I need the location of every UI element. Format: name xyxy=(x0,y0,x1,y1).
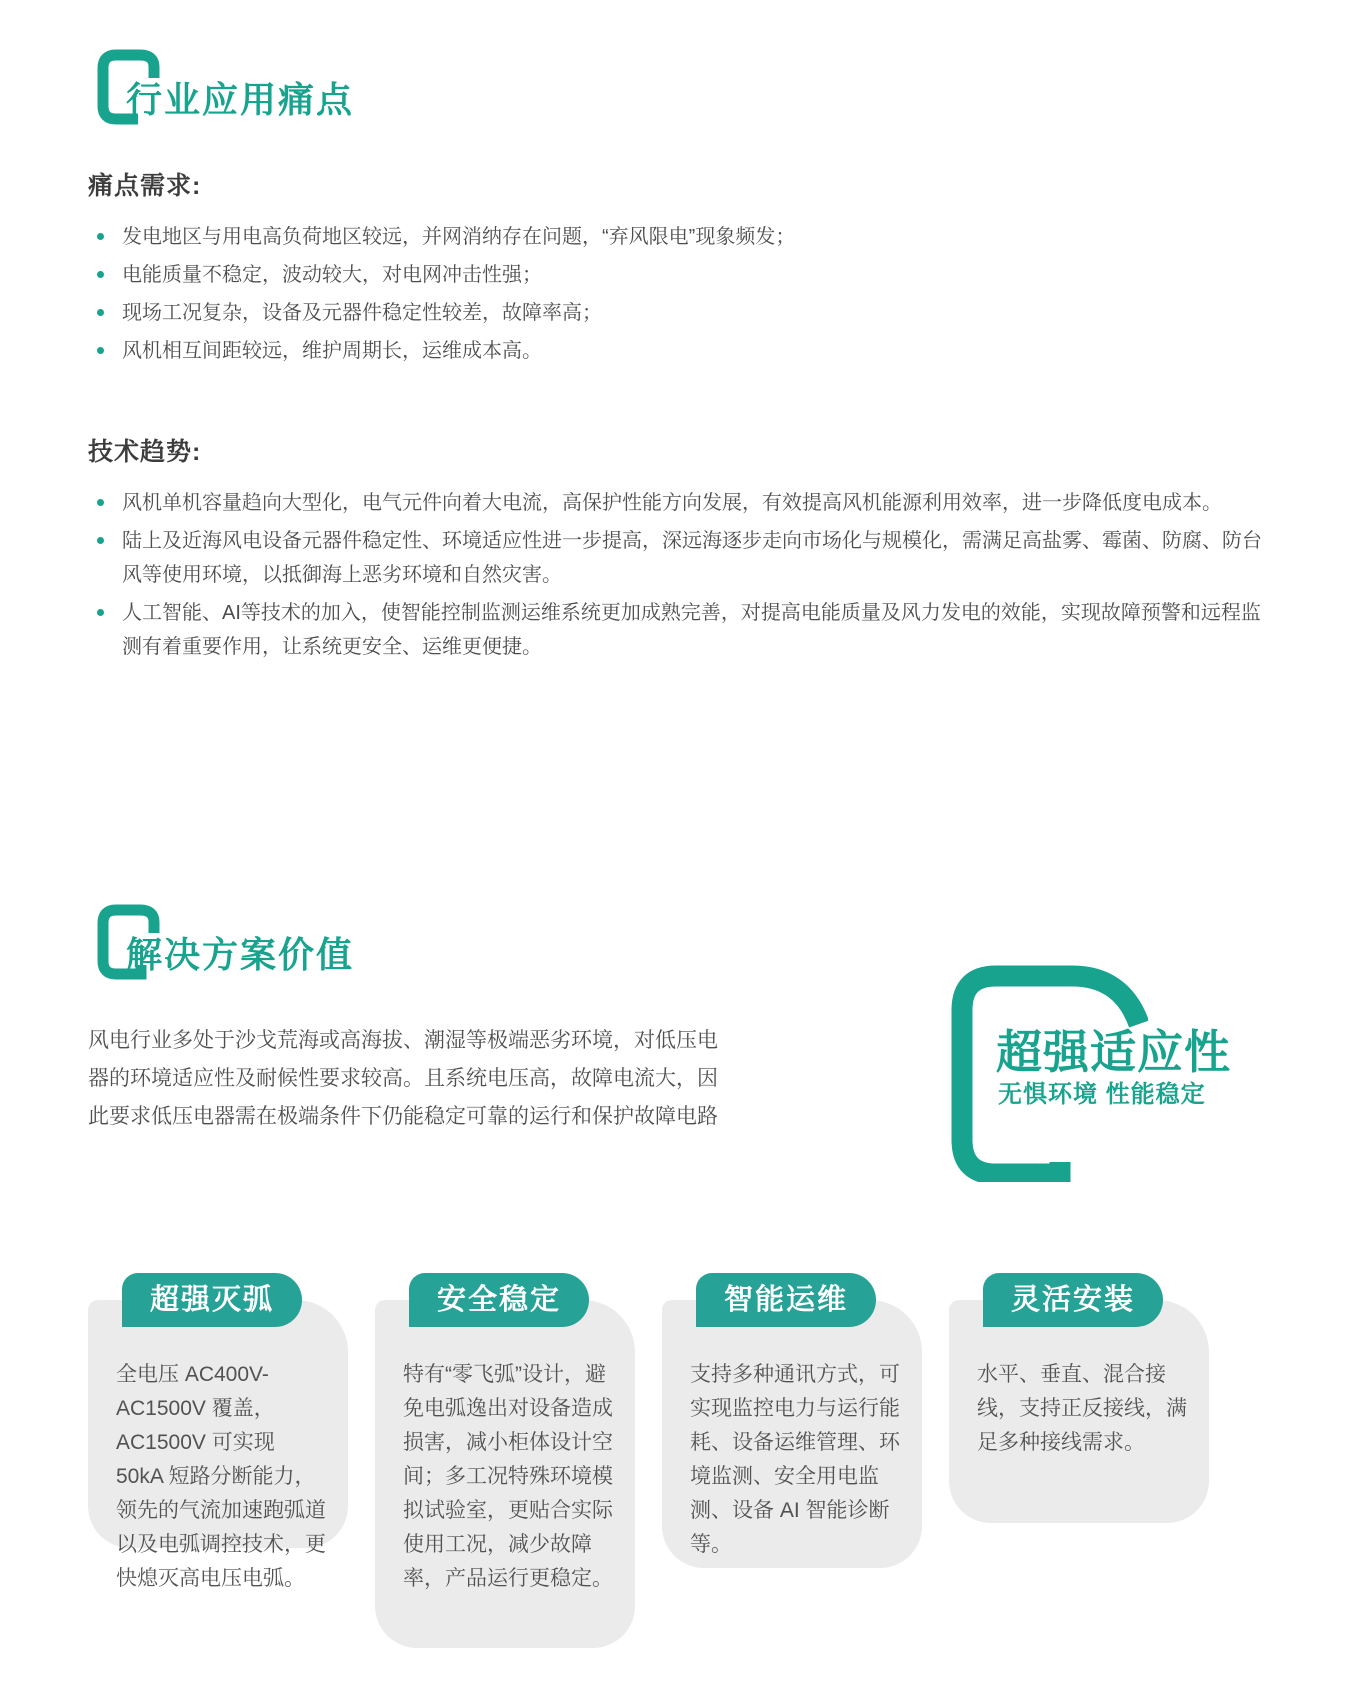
feature-card-safety xyxy=(375,1284,635,1648)
highlight-subtitle: 无惧环境 性能稳定 xyxy=(998,1081,1206,1108)
bullet-item: 风机单机容量趋向大型化，电气元件向着大电流，高保护性能方向发展，有效提高风机能源利用效率，进一步降低度电成本。 xyxy=(88,486,1268,520)
bullet-item: 人工智能、AI等技术的加入，使智能控制监测运维系统更加成熟完善，对提高电能质量及风力发电的效能，实现故障预警和远程监测有着重要作用，让系统更安全、运维更便捷。 xyxy=(88,596,1268,664)
bullet-item: 电能质量不稳定，波动较大，对电网冲击性强； xyxy=(88,258,1268,292)
card-body-text: 水平、垂直、混合接线，支持正反接线，满足多种接线需求。 xyxy=(977,1363,1187,1454)
highlight-title: 超强适应性 xyxy=(996,1026,1231,1078)
trend-heading: 技术趋势: xyxy=(88,438,202,466)
bullet-item: 风机相互间距较远，维护周期长，运维成本高。 xyxy=(88,334,1268,368)
pain-section-header xyxy=(88,48,354,123)
feature-card-arc-extinguishing xyxy=(88,1284,348,1590)
card-body-text: 支持多种通讯方式，可实现监控电力与运行能耗、设备运维管理、环境监测、安全用电监测、设备 AI 智能诊断等。 xyxy=(690,1363,900,1556)
demand-heading: 痛点需求: xyxy=(88,172,202,200)
feature-card-flexible-install xyxy=(949,1284,1209,1523)
card-title-badge: 灵活安装 xyxy=(983,1273,1163,1327)
card-title-badge: 智能运维 xyxy=(696,1273,876,1327)
card-title-badge: 安全稳定 xyxy=(409,1273,589,1327)
value-paragraph: 风电行业多处于沙戈荒海或高海拔、潮湿等极端恶劣环境，对低压电器的环境适应性及耐候性要求较高。且系统电压高，故障电流大，因此要求低压电器需在极端条件下仍能稳定可靠的运行和保护故障电路 xyxy=(88,1029,718,1128)
demand-block xyxy=(88,166,1268,372)
value-section-header xyxy=(88,903,354,978)
card-title-badge: 超强灭弧 xyxy=(122,1273,302,1327)
demand-bullet-list xyxy=(88,220,1268,368)
bullet-item: 陆上及近海风电设备元器件稳定性、环境适应性进一步提高，深远海逐步走向市场化与规模化，需满足高盐雾、霉菌、防腐、防台风等使用环境，以抵御海上恶劣环境和自然灾害。 xyxy=(88,524,1268,592)
card-body-text: 全电压 AC400V-AC1500V 覆盖，AC1500V 可实现 50kA 短路分断能力，领先的气流加速跑弧道以及电弧调控技术，更快熄灭高电压电弧。 xyxy=(116,1363,326,1590)
trend-bullet-list xyxy=(88,486,1268,664)
card-body-text: 特有“零飞弧”设计，避免电弧逸出对设备造成损害，减小柜体设计空间；多工况特殊环境模拟试验室，更贴合实际使用工况，减少故障率，产品运行更稳定。 xyxy=(403,1363,613,1590)
trend-block xyxy=(88,432,1268,668)
bullet-item: 现场工况复杂，设备及元器件稳定性较差，故障率高； xyxy=(88,296,1268,330)
feature-card-smart-ops xyxy=(662,1284,922,1568)
adaptability-highlight xyxy=(948,962,1248,1192)
pain-section-title: 行业应用痛点 xyxy=(126,79,355,120)
value-section-title: 解决方案价值 xyxy=(126,934,355,975)
bullet-item: 发电地区与用电高负荷地区较远，并网消纳存在问题，“弃风限电”现象频发； xyxy=(88,220,1268,254)
